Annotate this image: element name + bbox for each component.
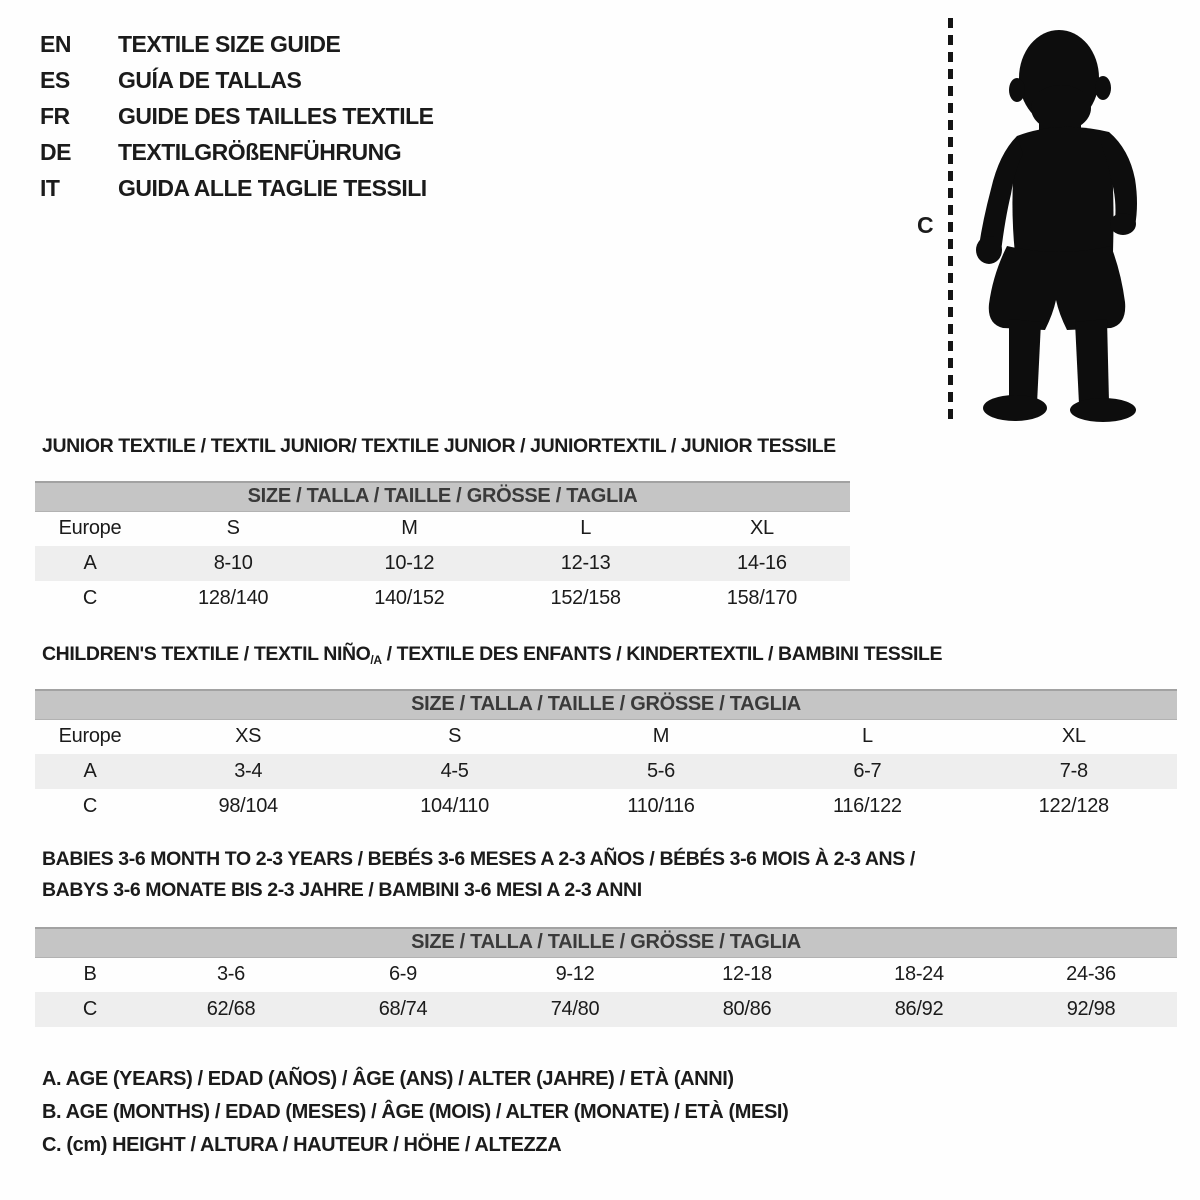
size-cell: XL bbox=[1061, 725, 1086, 748]
table-row bbox=[35, 992, 1177, 1027]
size-cell: L bbox=[580, 517, 592, 540]
lang-code: FR bbox=[40, 102, 70, 129]
table-row bbox=[35, 546, 850, 581]
value-cell: 6-7 bbox=[764, 754, 970, 789]
table-header-bar: SIZE / TALLA / TAILLE / GRÖSSE / TAGLIA bbox=[35, 928, 1177, 957]
babies-size-table bbox=[35, 927, 1177, 1027]
value-cell: 80/86 bbox=[661, 992, 833, 1027]
size-cell: L bbox=[861, 725, 873, 748]
lang-code: IT bbox=[40, 174, 60, 201]
lang-label: TEXTILE SIZE GUIDE bbox=[118, 30, 341, 57]
table-header-bar: SIZE / TALLA / TAILLE / GRÖSSE / TAGLIA bbox=[35, 482, 850, 511]
table-header-bar: SIZE / TALLA / TAILLE / GRÖSSE / TAGLIA bbox=[35, 690, 1177, 719]
value-cell: 6-9 bbox=[388, 963, 417, 986]
children-title-pre: CHILDREN'S TEXTILE / TEXTIL NIÑO bbox=[42, 643, 371, 665]
babies-section-title-line2: BABYS 3-6 MONATE BIS 2-3 JAHRE / BAMBINI 3-6 MESI A 2-3 ANNI bbox=[42, 879, 642, 901]
value-cell: 14-16 bbox=[674, 546, 850, 581]
lang-row-es bbox=[40, 62, 434, 98]
table-row bbox=[35, 581, 850, 616]
value-cell: 3-6 bbox=[216, 963, 245, 986]
table-header-row bbox=[35, 690, 1177, 719]
junior-section-title: JUNIOR TEXTILE / TEXTIL JUNIOR/ TEXTILE JUNIOR / JUNIORTEXTIL / JUNIOR TESSILE bbox=[42, 435, 836, 457]
legend-line-a: A. AGE (YEARS) / EDAD (AÑOS) / ÂGE (ANS) / ALTER (JAHRE) / ETÀ (ANNI) bbox=[42, 1068, 734, 1090]
value-cell: 3-4 bbox=[145, 754, 351, 789]
value-cell: 10-12 bbox=[321, 546, 497, 581]
value-cell: 8-10 bbox=[145, 546, 321, 581]
children-size-table bbox=[35, 689, 1177, 824]
lang-code: EN bbox=[40, 30, 71, 57]
table-row bbox=[35, 789, 1177, 824]
size-cell: M bbox=[652, 725, 670, 748]
value-cell: 92/98 bbox=[1005, 992, 1177, 1027]
legend-line-c: C. (cm) HEIGHT / ALTURA / HAUTEUR / HÖHE / ALTEZZA bbox=[42, 1134, 562, 1156]
table-row bbox=[35, 957, 1177, 992]
table-row bbox=[35, 511, 850, 546]
row-label: A bbox=[35, 546, 145, 581]
row-label: A bbox=[35, 754, 145, 789]
height-dashed-line bbox=[948, 18, 953, 420]
size-cell: M bbox=[401, 517, 418, 540]
row-label: Europe bbox=[58, 725, 122, 748]
value-cell: 18-24 bbox=[894, 963, 944, 986]
value-cell: 74/80 bbox=[489, 992, 661, 1027]
legend-line-b: B. AGE (MONTHS) / EDAD (MESES) / ÂGE (MOIS) / ALTER (MONATE) / ETÀ (MESI) bbox=[42, 1101, 789, 1123]
size-cell: S bbox=[448, 725, 462, 748]
row-label: C bbox=[82, 795, 98, 817]
table-header-row bbox=[35, 482, 850, 511]
height-measure-figure bbox=[905, 12, 1175, 427]
value-cell: 110/116 bbox=[627, 795, 695, 817]
lang-label: GUIDA ALLE TAGLIE TESSILI bbox=[118, 174, 427, 201]
value-cell: 12-13 bbox=[498, 546, 674, 581]
lang-label: GUIDE DES TAILLES TEXTILE bbox=[118, 102, 434, 129]
lang-row-fr bbox=[40, 98, 434, 134]
size-cell: XL bbox=[749, 517, 774, 540]
value-cell: 98/104 bbox=[218, 795, 278, 817]
lang-label: GUÍA DE TALLAS bbox=[118, 66, 302, 93]
value-cell: 116/122 bbox=[833, 795, 902, 817]
row-label: C bbox=[82, 587, 98, 609]
table-row bbox=[35, 719, 1177, 754]
size-cell: XS bbox=[235, 725, 262, 748]
babies-section-title-line1: BABIES 3-6 MONTH TO 2-3 YEARS / BEBÉS 3-6 MESES A 2-3 AÑOS / BÉBÉS 3-6 MOIS À 2-3 ANS / bbox=[42, 848, 915, 870]
toddler-silhouette-icon bbox=[963, 14, 1148, 424]
table-row bbox=[35, 754, 1177, 789]
value-cell: 68/74 bbox=[317, 992, 489, 1027]
row-label: C bbox=[35, 992, 145, 1027]
value-cell: 158/170 bbox=[726, 587, 797, 609]
value-cell: 62/68 bbox=[145, 992, 317, 1027]
row-label: B bbox=[83, 963, 97, 986]
height-measure-label: C bbox=[917, 212, 934, 238]
language-title-list bbox=[40, 26, 434, 206]
lang-code: ES bbox=[40, 66, 70, 93]
value-cell: 122/128 bbox=[1038, 795, 1109, 817]
row-label: Europe bbox=[58, 517, 122, 540]
children-section-title bbox=[42, 643, 942, 667]
value-cell: 140/152 bbox=[374, 587, 445, 609]
value-cell: 128/140 bbox=[198, 587, 269, 609]
table-header-row bbox=[35, 928, 1177, 957]
lang-label: TEXTILGRÖßENFÜHRUNG bbox=[118, 138, 402, 165]
size-cell: S bbox=[226, 517, 240, 540]
junior-size-table bbox=[35, 481, 850, 616]
value-cell: 4-5 bbox=[351, 754, 557, 789]
value-cell: 9-12 bbox=[555, 963, 595, 986]
children-title-post: / TEXTILE DES ENFANTS / KINDERTEXTIL / BAMBINI TESSILE bbox=[381, 643, 943, 665]
lang-code: DE bbox=[40, 138, 71, 165]
lang-row-de bbox=[40, 134, 434, 170]
value-cell: 24-36 bbox=[1066, 963, 1116, 986]
value-cell: 7-8 bbox=[971, 754, 1177, 789]
value-cell: 104/110 bbox=[420, 795, 489, 817]
value-cell: 12-18 bbox=[722, 963, 772, 986]
value-cell: 5-6 bbox=[558, 754, 764, 789]
measure-legend bbox=[42, 1068, 788, 1167]
value-cell: 86/92 bbox=[833, 992, 1005, 1027]
value-cell: 152/158 bbox=[550, 587, 621, 609]
lang-row-en bbox=[40, 26, 434, 62]
lang-row-it bbox=[40, 170, 434, 206]
children-title-subscript: /A bbox=[370, 653, 382, 667]
